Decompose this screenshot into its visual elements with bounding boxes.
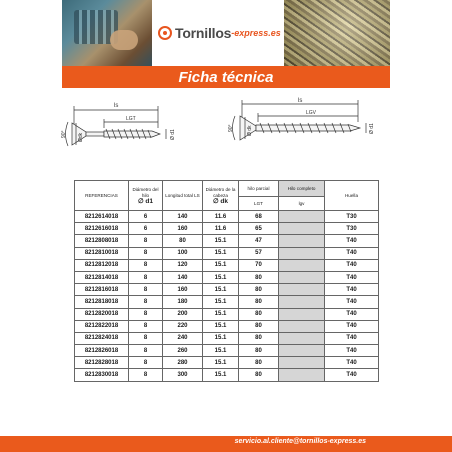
cell-reference: 8212820018 [75,308,129,320]
table-row [75,271,379,283]
brand-domain: -express.es [231,28,281,38]
cell-reference: 8212830018 [75,369,129,381]
screws-photo [284,0,390,66]
table-row [75,320,379,332]
cell-partial-thread: 70 [239,259,279,271]
cell-partial-thread: 80 [239,284,279,296]
title-bar [62,66,390,88]
cell-thread-diameter: 8 [129,247,163,259]
cell-total-length: 260 [163,345,203,357]
footer-bar [0,436,452,452]
cell-full-thread [279,247,325,259]
table-row [75,296,379,308]
cell-partial-thread: 68 [239,211,279,223]
brand-logo-icon [158,26,172,40]
left-thread-diameter-label: Ø d1 [170,129,176,140]
cell-thread-diameter: 8 [129,259,163,271]
cell-drive: T40 [325,308,379,320]
cell-drive: T30 [325,223,379,235]
cell-total-length: 240 [163,332,203,344]
cell-reference: 8212808018 [75,235,129,247]
cell-drive: T30 [325,211,379,223]
cell-head-diameter: 15.1 [203,296,239,308]
cell-drive: T40 [325,235,379,247]
cell-total-length: 180 [163,296,203,308]
cell-head-diameter: 11.6 [203,223,239,235]
header-total-length: Longitud total LS [163,181,203,211]
header-partial-thread-sub: LGT [239,197,279,211]
cell-thread-diameter: 8 [129,357,163,369]
cell-head-diameter: 15.1 [203,284,239,296]
left-lgt-label: LGT [126,116,136,122]
table-row [75,357,379,369]
cell-thread-diameter: 6 [129,223,163,235]
cell-partial-thread: 80 [239,296,279,308]
left-angle-label: 90° [61,130,67,138]
cell-drive: T40 [325,296,379,308]
spec-table-body [75,211,379,382]
header-head-diameter [203,181,239,211]
workshop-photo [62,0,152,66]
header-thread-diameter [129,181,163,211]
cell-total-length: 300 [163,369,203,381]
cell-full-thread [279,259,325,271]
header-thread-diameter-symbol: ∅ d1 [137,197,154,205]
table-row [75,247,379,259]
cell-reference: 8212826018 [75,345,129,357]
cell-thread-diameter: 8 [129,296,163,308]
cell-total-length: 220 [163,320,203,332]
sheet-title: Ficha técnica [178,68,274,86]
cell-full-thread [279,308,325,320]
cell-total-length: 140 [163,211,203,223]
cell-thread-diameter: 8 [129,235,163,247]
cell-partial-thread: 80 [239,308,279,320]
cell-reference: 8212816018 [75,284,129,296]
cell-total-length: 140 [163,271,203,283]
right-head-diameter-label: Ø dk [247,125,253,136]
table-header-row [75,181,379,197]
cell-partial-thread: 57 [239,247,279,259]
table-row [75,223,379,235]
brand-name: Tornillos [175,25,232,41]
table-row [75,345,379,357]
cell-total-length: 160 [163,223,203,235]
table-row [75,332,379,344]
cell-partial-thread: 80 [239,345,279,357]
cell-thread-diameter: 8 [129,320,163,332]
cell-head-diameter: 15.1 [203,320,239,332]
cell-total-length: 160 [163,284,203,296]
cell-reference: 8212828018 [75,357,129,369]
cell-full-thread [279,369,325,381]
cell-partial-thread: 47 [239,235,279,247]
cell-reference: 8212824018 [75,332,129,344]
cell-total-length: 200 [163,308,203,320]
table-row [75,308,379,320]
header-thread-diameter-label: Diámetro del hilo [132,186,159,198]
cell-full-thread [279,223,325,235]
cell-drive: T40 [325,247,379,259]
right-angle-label: 90° [228,124,234,132]
cell-thread-diameter: 8 [129,332,163,344]
cell-full-thread [279,357,325,369]
cell-head-diameter: 15.1 [203,271,239,283]
cell-partial-thread: 80 [239,369,279,381]
cell-drive: T40 [325,284,379,296]
right-thread-diameter-label: Ø d1 [369,123,375,134]
brand-logo-area[interactable] [152,0,284,66]
cell-full-thread [279,271,325,283]
cell-full-thread [279,284,325,296]
table-row [75,369,379,381]
cell-reference: 8212614018 [75,211,129,223]
cell-head-diameter: 15.1 [203,247,239,259]
cell-reference: 8212810018 [75,247,129,259]
right-lgv-label: LGV [306,110,317,116]
cell-full-thread [279,320,325,332]
cell-head-diameter: 15.1 [203,345,239,357]
cell-head-diameter: 15.1 [203,332,239,344]
table-row [75,235,379,247]
cell-partial-thread: 80 [239,271,279,283]
cell-total-length: 280 [163,357,203,369]
cell-partial-thread: 80 [239,357,279,369]
cell-drive: T40 [325,345,379,357]
cell-drive: T40 [325,320,379,332]
cell-head-diameter: 15.1 [203,235,239,247]
screw-diagrams [62,92,390,170]
table-row [75,259,379,271]
cell-full-thread [279,296,325,308]
cell-thread-diameter: 8 [129,369,163,381]
cell-head-diameter: 15.1 [203,357,239,369]
cell-drive: T40 [325,357,379,369]
cell-reference: 8212814018 [75,271,129,283]
table-row [75,211,379,223]
cell-reference: 8212822018 [75,320,129,332]
table-row [75,284,379,296]
header-full-thread: Hilo completo [279,181,325,197]
cell-drive: T40 [325,271,379,283]
cell-head-diameter: 11.6 [203,211,239,223]
cell-drive: T40 [325,332,379,344]
cell-thread-diameter: 8 [129,308,163,320]
header-drive: Huella [325,181,379,211]
header-banner [62,0,390,66]
cell-thread-diameter: 8 [129,284,163,296]
cell-total-length: 80 [163,235,203,247]
cell-partial-thread: 80 [239,320,279,332]
cell-thread-diameter: 8 [129,271,163,283]
cell-full-thread [279,332,325,344]
cell-total-length: 100 [163,247,203,259]
cell-full-thread [279,211,325,223]
cell-reference: 8212616018 [75,223,129,235]
cell-head-diameter: 15.1 [203,308,239,320]
header-reference: REFERENCIAS [75,181,129,211]
cell-full-thread [279,235,325,247]
cell-total-length: 120 [163,259,203,271]
cell-head-diameter: 15.1 [203,259,239,271]
cell-head-diameter: 15.1 [203,369,239,381]
cell-thread-diameter: 8 [129,345,163,357]
cell-drive: T40 [325,259,379,271]
cell-partial-thread: 80 [239,332,279,344]
right-ls-label: ls [298,98,303,104]
cell-reference: 8212818018 [75,296,129,308]
cell-partial-thread: 65 [239,223,279,235]
spec-table [74,180,379,382]
footer-email-link[interactable]: servicio.al.cliente@tornillos-express.es [234,438,366,445]
cell-reference: 8212812018 [75,259,129,271]
header-partial-thread: hilo parcial [239,181,279,197]
cell-drive: T40 [325,369,379,381]
header-head-diameter-symbol: ∅ dk [212,197,229,205]
header-head-diameter-label: Diámetro de la cabeza [205,186,236,198]
cell-full-thread [279,345,325,357]
left-ls-label: ls [114,103,119,109]
cell-thread-diameter: 6 [129,211,163,223]
header-full-thread-sub: lgv [279,197,325,211]
left-head-diameter-label: Ødk [78,132,84,142]
